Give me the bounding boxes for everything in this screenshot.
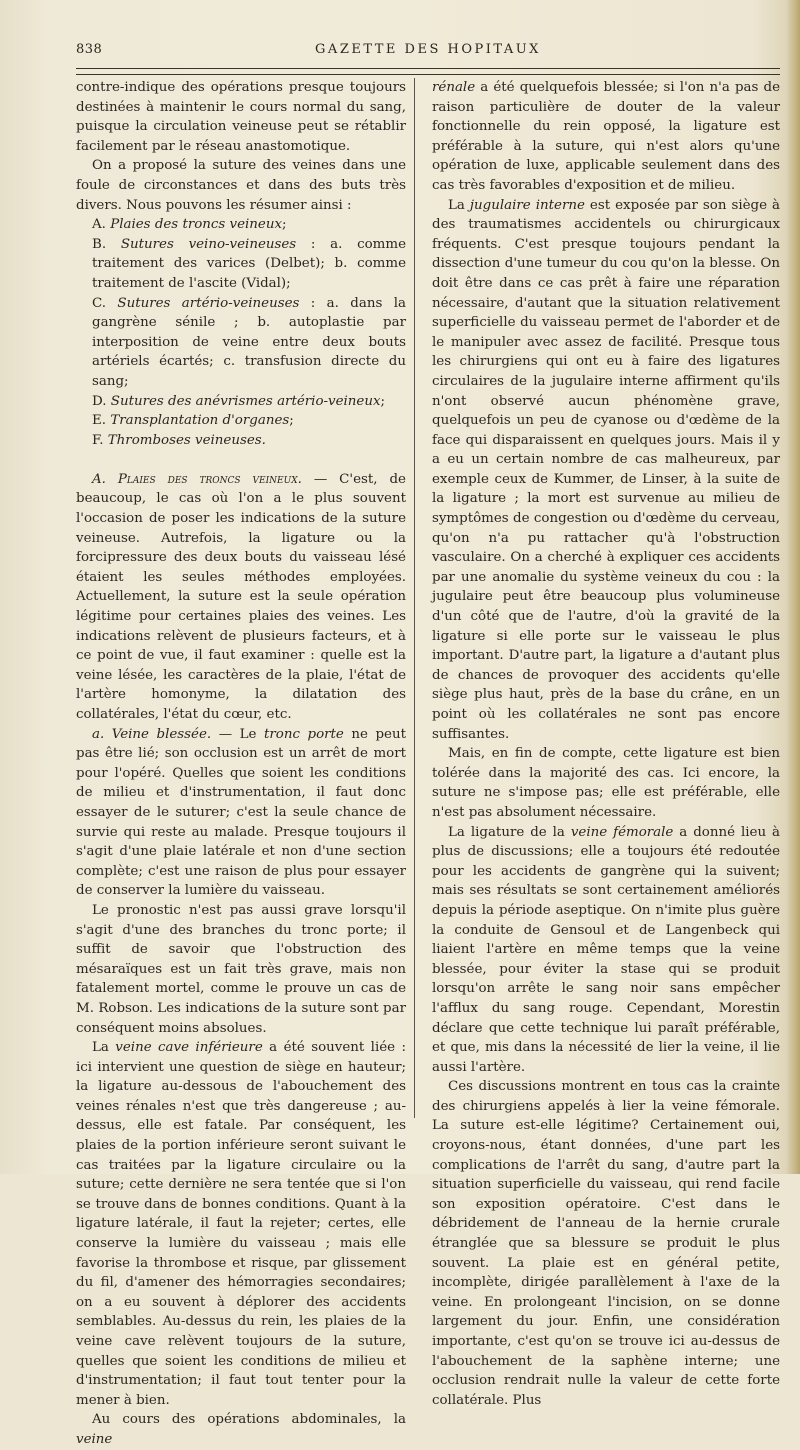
list-item — [76, 294, 406, 392]
list-item — [76, 235, 406, 294]
emphasis: veine cave inférieure — [115, 1040, 263, 1056]
paragraph — [432, 823, 780, 1078]
page-header — [76, 38, 780, 64]
paragraph-text: est exposée par son siège à des traumatismes accidentels ou chirurgicaux fréquents. C'est presque toujours pendant la dissection d'une tumeur du cou qu'on la blesse. On doit être dans ce cas prêt à faire une réparation nécessaire, d'autant que la situation relativement superficielle du vaisseau permet de l'aborder et de le manipuler avec assez de facilité. Presque tous les chirurgiens qui ont eu à faire des ligatures circulaires de la jugulaire interne affirment qu'ils n'ont observé aucun phénomène grave, quelquefois un peu de cyanose ou d'œdème de la face qui disparaissent en quelques jours. Mais il y a eu un certain nombre de cas malheureux, par exemple ceux de Kummer, de Linser, à la suite de la ligature ; la mort est survenue au milieu de symptômes de congestion ou d'œdème du cerveau, qu'on n'a pu rattacher qu'à l'obstruction vasculaire. On a cherché à expliquer ces accidents par une anomalie du système veineux du cou : la jugulaire peut être beaucoup plus volumineuse d'un côté que de l'autre, d'où la gravité de la ligature si elle porte sur le vaisseau le plus important. D'autre part, la ligature a d'autant plus de chances de provoquer des accidents qu'elle siège plus haut, près de la base du crâne, en un point où les collatérales ne sont pas encore suffisantes. — [432, 197, 781, 742]
paragraph-text: La — [448, 197, 470, 213]
list-title: Thromboses veineuses. — [107, 432, 266, 448]
page-number: 838 — [76, 42, 103, 57]
emphasis: veine — [76, 1431, 113, 1447]
emphasis: rénale — [432, 80, 476, 95]
list-letter: A. — [92, 217, 106, 233]
paragraph — [76, 1410, 406, 1449]
list-title: Sutures artério-veineuses — [117, 295, 300, 311]
header-rule — [76, 68, 780, 75]
list-punct: ; — [289, 413, 294, 429]
paragraph: Ces discussions montrent en tous cas la crainte des chirurgiens appelés à lier la veine fémorale. La suture est-elle légitime? Certainement oui, croyons-nous, étant données, d'une part les complications de l'arrêt du sang, d'autre part la situation superficielle du vaisseau, qui rend facile son exposition opératoire. C'est dans le débridement de l'anneau de la hernie crurale étranglée que sa blessure se produit le plus souvent. La plaie est en général petite, incomplète, dirigée parallèlement à l'axe de la veine. En prolongeant l'incision, on se donne largement du jour. Enfin, une considération importante, c'est qu'on se trouve ici au-dessus de l'abouchement de la saphène interne; une occlusion rendrait nulle la valeur de cette forte collatérale. Plus — [432, 1079, 780, 1408]
paragraph: Le pronostic n'est pas aussi grave lorsqu'il s'agit d'une des branches du tronc porte; il suffit de savoir que l'obstruction des mésaraïques est un fait très grave, mais non fatalement mortel, comme le prouve un cas de M. Robson. Les indications de la suture sont par conséquent moins absolues. — [76, 902, 406, 1036]
list-letter: F. — [92, 432, 104, 448]
paragraph — [76, 1038, 406, 1410]
list-text: : a. dans la gangrène sénile ; b. autoplastie par interposition de veine entre deux bouts artériels écartés; c. transfusion directe du sang; — [92, 295, 406, 389]
section-separator — [76, 450, 406, 470]
list-letter: C. — [92, 295, 107, 311]
list-item — [76, 392, 406, 412]
list-punct: ; — [380, 393, 386, 409]
running-title: GAZETTE DES HOPITAUX — [315, 42, 541, 57]
left-column — [76, 78, 406, 1450]
emphasis: jugulaire interne — [469, 197, 585, 213]
list-title: Transplantation d'organes — [110, 413, 290, 429]
list-title: Sutures des anévrismes artério-veineux — [110, 393, 381, 409]
subsection-heading: a. Veine blessée. — [92, 726, 212, 742]
paragraph-text: a été souvent liée : ici intervient une question de siège en hauteur; la ligature au-dessous de l'abouchement des veines rénales n'est que très dangereuse ; au-dessus, elle est fatale. Par conséquent, les plaies de la portion inférieure seront suivant le cas traitées par la ligature circulaire ou la suture; cette dernière ne sera tentée que si l'on se trouve dans de bonnes conditions. Quant à la ligature latérale, il faut la rejeter; certes, elle conserve la lumière du vaisseau ; mais elle favorise la thrombose et risque, par glissement du fil, d'amener des hémorragies secondaires; on a eu souvent à déplorer des accidents semblables. Au-dessus du rein, les plaies de la veine cave relèvent toujours de la suture, quelles que soient les conditions de milieu et d'instrumentation; il faut tout tenter pour la mener à bien. — [76, 1040, 407, 1408]
list-punct: ; — [282, 217, 287, 233]
paragraph-text: Au cours des opérations abdominales, la — [92, 1412, 406, 1428]
list-letter: B. — [92, 236, 107, 252]
paragraph-text: — Le — [218, 726, 264, 742]
paragraph: contre-indique des opérations presque toujours destinées à maintenir le cours normal du sang, puisque la circulation veineuse peut se rétablir facilement par le réseau anastomotique. — [76, 80, 406, 154]
paragraph-text: La — [92, 1040, 116, 1056]
emphasis: veine fémorale — [570, 824, 674, 840]
list-item — [76, 215, 406, 235]
right-column — [432, 78, 780, 1410]
list-letter: E. — [92, 413, 107, 429]
paragraph-text: a donné lieu à plus de discussions; elle a toujours été redoutée pour les accidents de gangrène qui la suivent; mais ses résultats se sont certainement améliorés depuis la période aseptique. On n'imite plus guère la conduite de Gensoul et de Langenbeck qui liaient l'artère en même temps que la veine blessée, pour éviter la stase qui se produit lorsqu'on arrête le sang noir sans empêcher l'afflux du sang rouge. Cependant, Morestin déclare que cette technique lui paraît préférable, et que, mis dans la nécessité de lier la veine, il lie aussi l'artère. — [432, 824, 781, 1075]
paragraph-text: La ligature de la — [448, 824, 571, 840]
paragraph-text: a été quelquefois blessée; si l'on n'a pas de raison particulière de douter de la valeur fonctionnelle du rein opposé, la ligature est préférable à la suture, qui n'est alors qu'une opération de luxe, applicable seulement dans des cas très favorables d'exposition et de milieu. — [432, 80, 780, 193]
emphasis: tronc porte — [264, 726, 344, 742]
paragraph — [432, 196, 780, 745]
paragraph — [76, 470, 406, 725]
list-title: Sutures veino-veineuses — [120, 236, 297, 252]
paragraph: On a proposé la suture des veines dans une foule de circonstances et dans des buts très divers. Nous pouvons les résumer ainsi : — [76, 158, 406, 213]
column-divider — [414, 78, 415, 1118]
paragraph — [432, 78, 780, 196]
list-title: Plaies des troncs veineux — [110, 217, 283, 233]
list-text: : a. comme traitement des varices (Delbet); b. comme traitement de l'ascite (Vidal); — [92, 236, 406, 291]
paragraph: Mais, en fin de compte, cette ligature est bien tolérée dans la majorité des cas. Ici encore, la suture ne s'impose pas; elle est préférable, elle n'est pas absolument nécessaire. — [432, 746, 780, 820]
section-heading: A. Plaies des troncs veineux. — [92, 471, 302, 487]
paragraph-text: ne peut pas être lié; son occlusion est un arrêt de mort pour l'opéré. Quelles que soient les conditions de milieu et d'instrumentation, il faut donc essayer de le suturer; c'est la seule chance de survie qui reste au malade. Presque toujours il s'agit d'une plaie latérale et non d'une section complète; c'est une raison de plus pour essayer de conserver la lumière du vaisseau. — [76, 726, 406, 899]
paragraph-text: — C'est, de beaucoup, le cas où l'on a le plus souvent l'occasion de poser les indications de la suture veineuse. Autrefois, la ligature ou la forcipressure des deux bouts du vaisseau lésé étaient les seules méthodes employées. Actuellement, la suture est la seule opération légitime pour certaines plaies des veines. Les indications relèvent de plusieurs facteurs, et à ce point de vue, il faut examiner : quelle est la veine lésée, les caractères de la plaie, l'état de l'artère homonyme, la dilatation des collatérales, l'état du cœur, etc. — [76, 471, 406, 722]
list-item — [76, 411, 406, 431]
paragraph — [76, 725, 406, 901]
page-edge — [786, 0, 800, 1174]
list-letter: D. — [92, 393, 107, 409]
list-item — [76, 431, 406, 451]
